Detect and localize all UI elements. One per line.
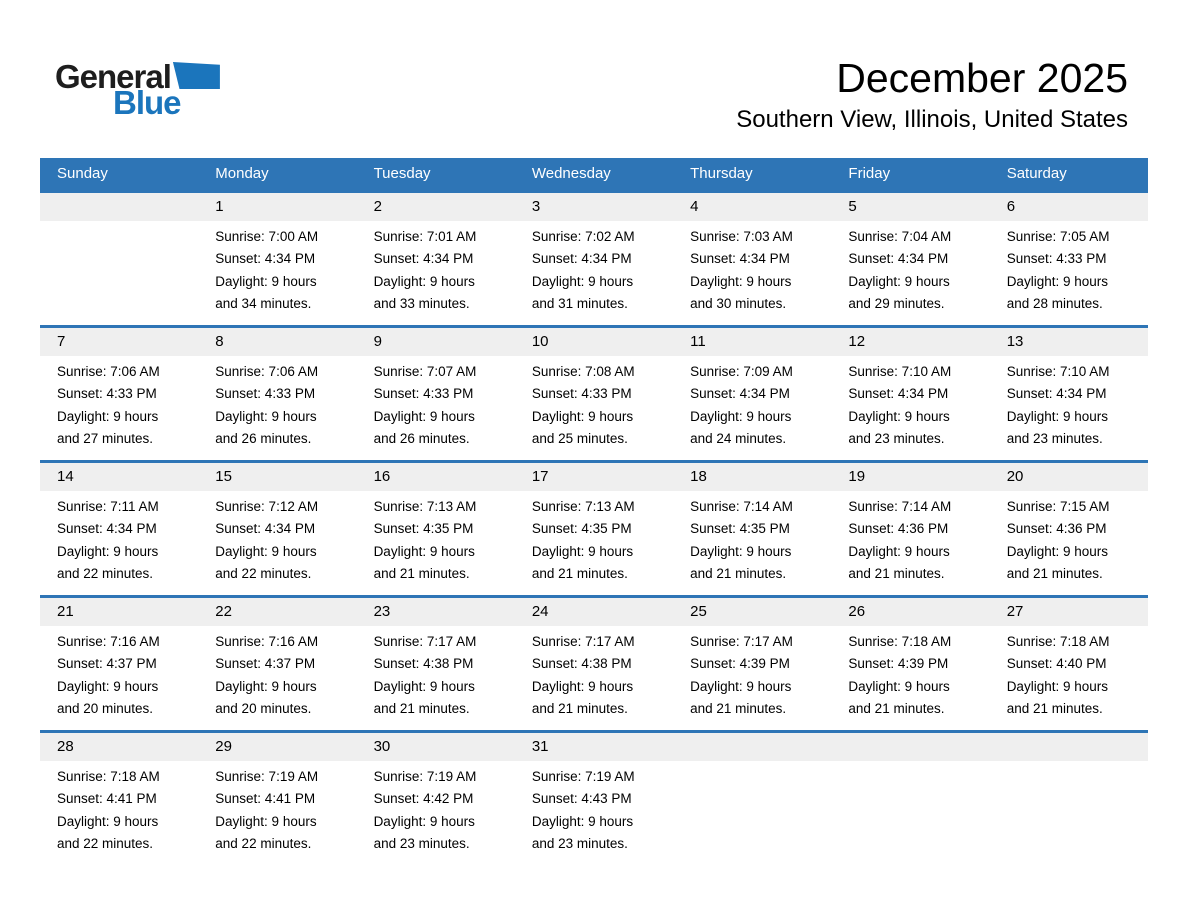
day-cell-9 <box>357 328 515 460</box>
date-number: 17 <box>515 463 673 491</box>
page-title: December 2025 <box>836 55 1128 101</box>
sunset-text: Sunset: 4:33 PM <box>531 386 632 402</box>
sunrise-text: Sunrise: 7:16 AM <box>215 634 319 649</box>
sunset-text: Sunset: 4:41 PM <box>215 791 316 807</box>
day-details <box>673 221 812 316</box>
daylight-text: Daylight: 9 hours and 27 minutes. <box>57 408 159 447</box>
sunrise-text: Sunrise: 7:19 AM <box>531 769 635 784</box>
daylight-text: Daylight: 9 hours and 21 minutes. <box>373 543 475 582</box>
day-details <box>673 491 812 586</box>
daylight-text: Daylight: 9 hours and 21 minutes. <box>1006 543 1108 582</box>
weekday-header-friday: Friday <box>848 165 891 182</box>
day-details <box>515 221 654 316</box>
day-cell-18 <box>673 463 831 595</box>
general-blue-logo <box>55 60 275 150</box>
header-titles <box>736 55 1128 135</box>
day-details <box>40 626 179 721</box>
date-number: 22 <box>198 598 356 626</box>
date-number: 24 <box>515 598 673 626</box>
date-number: 13 <box>990 328 1148 356</box>
sunrise-text: Sunrise: 7:15 AM <box>1006 499 1110 514</box>
day-cell-30 <box>357 733 515 865</box>
day-cell-14 <box>40 463 198 595</box>
day-cell-23 <box>357 598 515 730</box>
day-details <box>40 221 179 226</box>
day-cell-8 <box>198 328 356 460</box>
day-cell-26 <box>831 598 989 730</box>
sunrise-text: Sunrise: 7:13 AM <box>373 499 477 514</box>
date-band-empty <box>990 733 1148 761</box>
day-cell-empty <box>831 733 989 865</box>
daylight-text: Daylight: 9 hours and 22 minutes. <box>57 543 159 582</box>
day-details <box>515 491 654 586</box>
weekday-header-thursday: Thursday <box>690 165 753 182</box>
date-number: 15 <box>198 463 356 491</box>
date-number: 14 <box>40 463 198 491</box>
date-number: 5 <box>831 193 989 221</box>
daylight-text: Daylight: 9 hours and 31 minutes. <box>531 273 634 312</box>
day-details <box>198 221 337 316</box>
daylight-text: Daylight: 9 hours and 20 minutes. <box>215 678 317 717</box>
sunset-text: Sunset: 4:34 PM <box>690 386 790 402</box>
daylight-text: Daylight: 9 hours and 21 minutes. <box>848 678 950 717</box>
day-cell-empty <box>40 193 198 325</box>
sunset-text: Sunset: 4:34 PM <box>848 251 949 267</box>
day-details <box>990 626 1129 721</box>
day-cell-29 <box>198 733 356 865</box>
sunrise-text: Sunrise: 7:02 AM <box>531 229 635 244</box>
weekday-header-wednesday: Wednesday <box>531 165 611 182</box>
sunset-text: Sunset: 4:39 PM <box>848 656 949 672</box>
daylight-text: Daylight: 9 hours and 22 minutes. <box>215 543 317 582</box>
sunrise-text: Sunrise: 7:07 AM <box>373 364 477 379</box>
day-details <box>831 491 970 586</box>
day-cell-17 <box>515 463 673 595</box>
day-details <box>515 761 654 856</box>
date-number: 29 <box>198 733 356 761</box>
week-row <box>40 325 1148 460</box>
day-cell-28 <box>40 733 198 865</box>
date-number: 6 <box>990 193 1148 221</box>
daylight-text: Daylight: 9 hours and 22 minutes. <box>215 813 317 852</box>
sunrise-text: Sunrise: 7:10 AM <box>1006 364 1110 379</box>
weekday-header-row <box>40 158 1148 190</box>
sunset-text: Sunset: 4:34 PM <box>690 251 790 267</box>
day-details <box>831 356 970 451</box>
day-details <box>357 761 496 856</box>
day-cell-5 <box>831 193 989 325</box>
date-number: 16 <box>357 463 515 491</box>
day-details <box>673 761 812 766</box>
day-details <box>198 626 337 721</box>
day-details <box>40 356 179 451</box>
sunset-text: Sunset: 4:42 PM <box>373 791 474 807</box>
sunrise-text: Sunrise: 7:18 AM <box>1006 634 1110 649</box>
day-details <box>40 761 179 856</box>
sunset-text: Sunset: 4:33 PM <box>1006 251 1107 267</box>
sunrise-text: Sunrise: 7:10 AM <box>848 364 952 379</box>
day-cell-7 <box>40 328 198 460</box>
logo-text-general: General <box>55 58 171 95</box>
day-details <box>40 491 179 586</box>
day-details <box>357 626 496 721</box>
sunset-text: Sunset: 4:36 PM <box>848 521 949 537</box>
date-number: 19 <box>831 463 989 491</box>
sunrise-text: Sunrise: 7:11 AM <box>57 499 159 514</box>
day-details <box>198 491 337 586</box>
daylight-text: Daylight: 9 hours and 34 minutes. <box>215 273 317 312</box>
date-number: 12 <box>831 328 989 356</box>
day-details <box>515 356 654 451</box>
sunset-text: Sunset: 4:34 PM <box>373 251 474 267</box>
date-number: 18 <box>673 463 831 491</box>
day-cell-13 <box>990 328 1148 460</box>
weekday-header-saturday: Saturday <box>1006 165 1067 182</box>
day-details <box>357 356 496 451</box>
daylight-text: Daylight: 9 hours and 23 minutes. <box>1006 408 1108 447</box>
day-cell-27 <box>990 598 1148 730</box>
sunset-text: Sunset: 4:34 PM <box>1006 386 1107 402</box>
sunset-text: Sunset: 4:33 PM <box>215 386 316 402</box>
sunset-text: Sunset: 4:40 PM <box>1006 656 1107 672</box>
sunset-text: Sunset: 4:33 PM <box>57 386 157 402</box>
sunset-text: Sunset: 4:41 PM <box>57 791 157 807</box>
sunrise-text: Sunrise: 7:08 AM <box>531 364 635 379</box>
sunset-text: Sunset: 4:33 PM <box>373 386 474 402</box>
sunset-text: Sunset: 4:34 PM <box>215 521 316 537</box>
day-details <box>198 761 337 856</box>
daylight-text: Daylight: 9 hours and 21 minutes. <box>531 678 634 717</box>
date-number: 27 <box>990 598 1148 626</box>
weekday-header-monday: Monday <box>215 165 269 182</box>
sunrise-text: Sunrise: 7:00 AM <box>215 229 319 244</box>
daylight-text: Daylight: 9 hours and 24 minutes. <box>690 408 792 447</box>
sunset-text: Sunset: 4:34 PM <box>57 521 157 537</box>
sunrise-text: Sunrise: 7:19 AM <box>215 769 319 784</box>
sunrise-text: Sunrise: 7:03 AM <box>690 229 793 244</box>
day-cell-22 <box>198 598 356 730</box>
date-number: 10 <box>515 328 673 356</box>
day-cell-12 <box>831 328 989 460</box>
day-cell-1 <box>198 193 356 325</box>
daylight-text: Daylight: 9 hours and 26 minutes. <box>215 408 317 447</box>
daylight-text: Daylight: 9 hours and 30 minutes. <box>690 273 792 312</box>
sunrise-text: Sunrise: 7:09 AM <box>690 364 793 379</box>
date-number: 1 <box>198 193 356 221</box>
day-cell-16 <box>357 463 515 595</box>
day-cell-3 <box>515 193 673 325</box>
sunset-text: Sunset: 4:37 PM <box>215 656 316 672</box>
date-number: 23 <box>357 598 515 626</box>
sunrise-text: Sunrise: 7:18 AM <box>848 634 952 649</box>
week-row <box>40 190 1148 325</box>
weekday-header-tuesday: Tuesday <box>373 165 431 182</box>
daylight-text: Daylight: 9 hours and 22 minutes. <box>57 813 159 852</box>
day-details <box>357 491 496 586</box>
sunset-text: Sunset: 4:35 PM <box>531 521 632 537</box>
day-details <box>673 356 812 451</box>
sunrise-text: Sunrise: 7:06 AM <box>57 364 160 379</box>
day-cell-25 <box>673 598 831 730</box>
day-details <box>831 221 970 316</box>
day-cell-11 <box>673 328 831 460</box>
day-cell-19 <box>831 463 989 595</box>
daylight-text: Daylight: 9 hours and 28 minutes. <box>1006 273 1108 312</box>
sunrise-text: Sunrise: 7:17 AM <box>690 634 793 649</box>
date-band-empty <box>673 733 831 761</box>
sunrise-text: Sunrise: 7:06 AM <box>215 364 319 379</box>
sunrise-text: Sunrise: 7:19 AM <box>373 769 477 784</box>
day-cell-empty <box>990 733 1148 865</box>
sunset-text: Sunset: 4:38 PM <box>373 656 474 672</box>
day-cell-31 <box>515 733 673 865</box>
day-details <box>990 761 1129 766</box>
sunset-text: Sunset: 4:37 PM <box>57 656 157 672</box>
daylight-text: Daylight: 9 hours and 26 minutes. <box>373 408 475 447</box>
day-details <box>357 221 496 316</box>
day-cell-24 <box>515 598 673 730</box>
sunrise-text: Sunrise: 7:05 AM <box>1006 229 1110 244</box>
sunset-text: Sunset: 4:34 PM <box>215 251 316 267</box>
day-cell-10 <box>515 328 673 460</box>
daylight-text: Daylight: 9 hours and 21 minutes. <box>690 678 792 717</box>
day-details <box>831 626 970 721</box>
sunrise-text: Sunrise: 7:04 AM <box>848 229 952 244</box>
day-cell-4 <box>673 193 831 325</box>
date-band-empty <box>40 193 198 221</box>
page-subtitle: Southern View, Illinois, United States <box>736 106 1128 134</box>
daylight-text: Daylight: 9 hours and 25 minutes. <box>531 408 634 447</box>
sunset-text: Sunset: 4:34 PM <box>531 251 632 267</box>
date-number: 4 <box>673 193 831 221</box>
sunset-text: Sunset: 4:35 PM <box>690 521 790 537</box>
day-details <box>831 761 970 766</box>
day-details <box>515 626 654 721</box>
date-number: 31 <box>515 733 673 761</box>
daylight-text: Daylight: 9 hours and 21 minutes. <box>373 678 475 717</box>
date-number: 2 <box>357 193 515 221</box>
sunset-text: Sunset: 4:34 PM <box>848 386 949 402</box>
date-number: 9 <box>357 328 515 356</box>
sunrise-text: Sunrise: 7:17 AM <box>531 634 635 649</box>
day-details <box>990 491 1129 586</box>
sunset-text: Sunset: 4:38 PM <box>531 656 632 672</box>
daylight-text: Daylight: 9 hours and 23 minutes. <box>373 813 475 852</box>
sunrise-text: Sunrise: 7:01 AM <box>373 229 477 244</box>
sunset-text: Sunset: 4:43 PM <box>531 791 632 807</box>
sunrise-text: Sunrise: 7:18 AM <box>57 769 160 784</box>
week-row <box>40 595 1148 730</box>
date-number: 30 <box>357 733 515 761</box>
sunrise-text: Sunrise: 7:13 AM <box>531 499 635 514</box>
date-number: 25 <box>673 598 831 626</box>
sunrise-text: Sunrise: 7:17 AM <box>373 634 477 649</box>
day-cell-2 <box>357 193 515 325</box>
day-details <box>990 221 1129 316</box>
date-number: 7 <box>40 328 198 356</box>
date-number: 26 <box>831 598 989 626</box>
sunrise-text: Sunrise: 7:14 AM <box>690 499 793 514</box>
day-cell-21 <box>40 598 198 730</box>
daylight-text: Daylight: 9 hours and 20 minutes. <box>57 678 159 717</box>
daylight-text: Daylight: 9 hours and 23 minutes. <box>848 408 950 447</box>
daylight-text: Daylight: 9 hours and 23 minutes. <box>531 813 634 852</box>
weekday-header-sunday: Sunday <box>57 165 108 182</box>
date-number: 11 <box>673 328 831 356</box>
logo-triangle-icon <box>173 62 220 89</box>
day-details <box>673 626 812 721</box>
daylight-text: Daylight: 9 hours and 21 minutes. <box>531 543 634 582</box>
sunset-text: Sunset: 4:36 PM <box>1006 521 1107 537</box>
date-number: 8 <box>198 328 356 356</box>
week-row <box>40 730 1148 865</box>
day-cell-15 <box>198 463 356 595</box>
calendar-grid <box>40 158 1148 865</box>
day-details <box>990 356 1129 451</box>
sunrise-text: Sunrise: 7:16 AM <box>57 634 160 649</box>
daylight-text: Daylight: 9 hours and 21 minutes. <box>1006 678 1108 717</box>
sunset-text: Sunset: 4:35 PM <box>373 521 474 537</box>
daylight-text: Daylight: 9 hours and 21 minutes. <box>848 543 950 582</box>
logo-text-blue: Blue <box>113 84 181 121</box>
date-number: 28 <box>40 733 198 761</box>
date-number: 20 <box>990 463 1148 491</box>
daylight-text: Daylight: 9 hours and 33 minutes. <box>373 273 475 312</box>
sunrise-text: Sunrise: 7:12 AM <box>215 499 319 514</box>
daylight-text: Daylight: 9 hours and 29 minutes. <box>848 273 950 312</box>
sunrise-text: Sunrise: 7:14 AM <box>848 499 952 514</box>
week-row <box>40 460 1148 595</box>
day-cell-6 <box>990 193 1148 325</box>
date-band-empty <box>831 733 989 761</box>
date-number: 21 <box>40 598 198 626</box>
daylight-text: Daylight: 9 hours and 21 minutes. <box>690 543 792 582</box>
date-number: 3 <box>515 193 673 221</box>
day-cell-empty <box>673 733 831 865</box>
sunset-text: Sunset: 4:39 PM <box>690 656 790 672</box>
day-cell-20 <box>990 463 1148 595</box>
day-details <box>198 356 337 451</box>
